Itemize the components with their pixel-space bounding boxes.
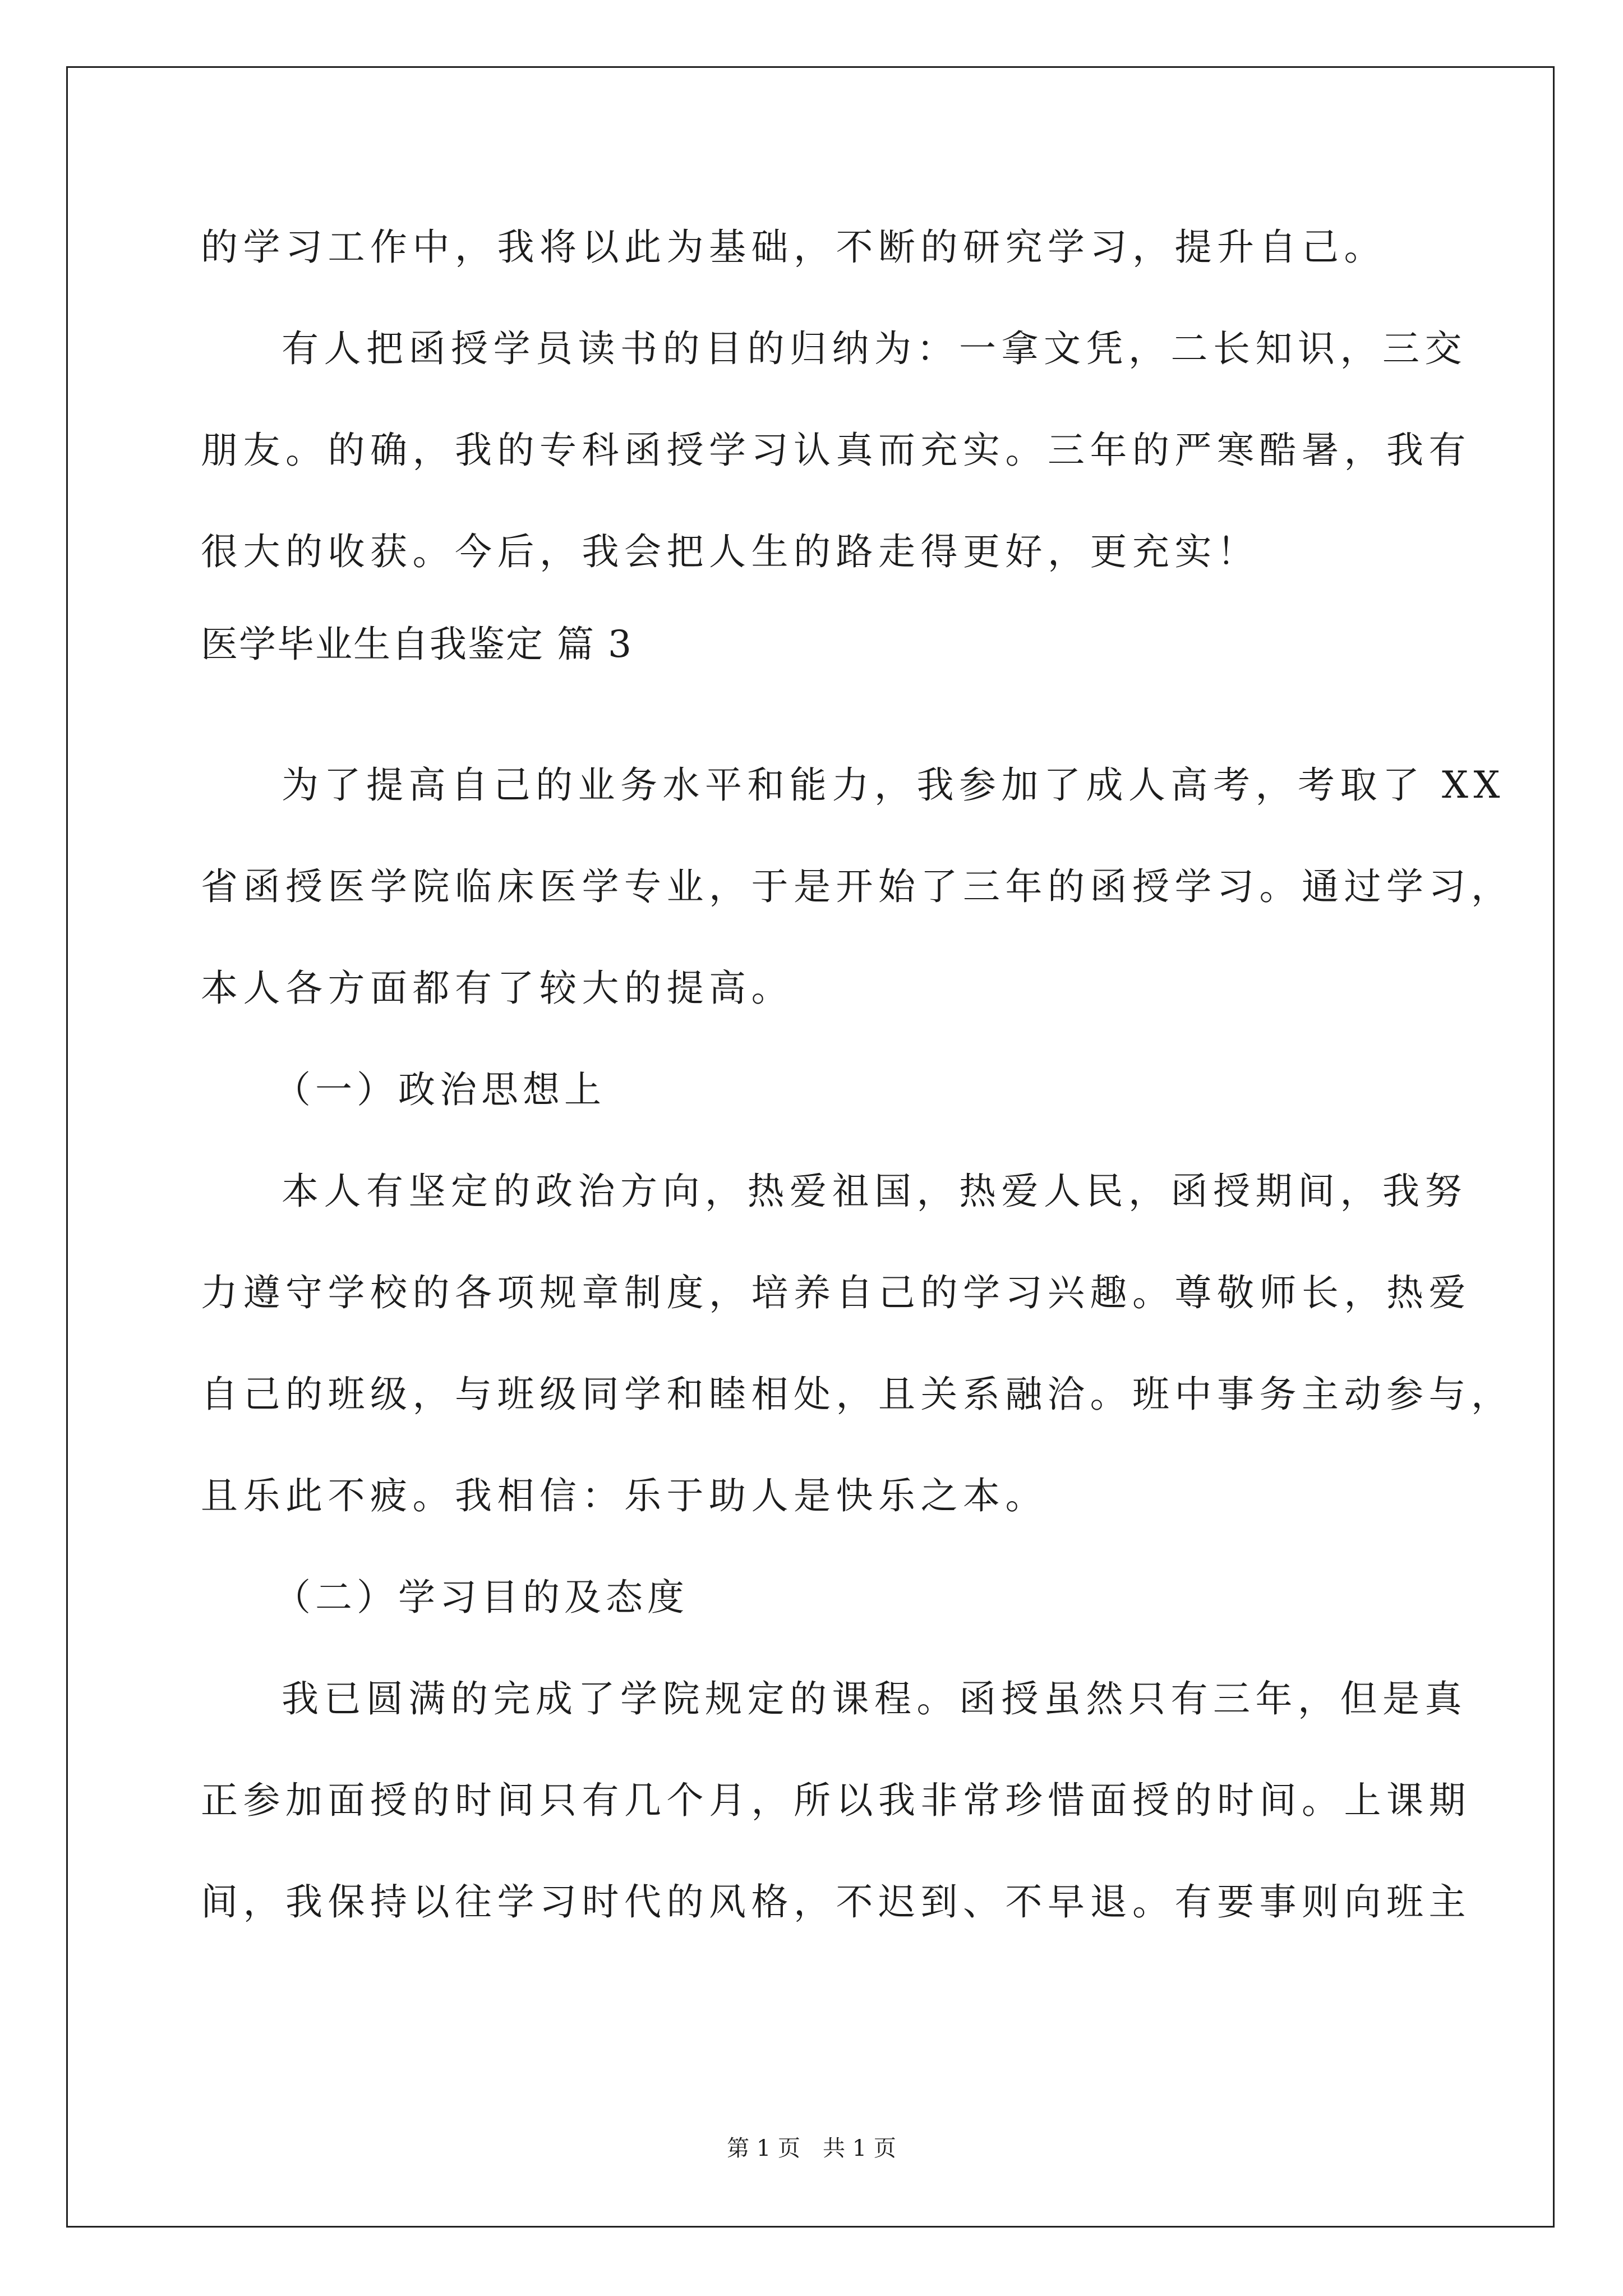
line-text: 间，我保持以往学习时代的风格，不迟到、不早退。有要事则向班主	[201, 1880, 1471, 1924]
line-text: 为了提高自己的业务水平和能力，我参加了成人高考，考取了 XX	[282, 763, 1505, 807]
body-line	[0, 1770, 1623, 1832]
subsection-heading	[0, 1059, 1623, 1121]
line-text: 本人各方面都有了较大的提高。	[201, 967, 794, 1010]
body-line	[0, 521, 1623, 583]
body-line	[0, 318, 1623, 380]
body-line	[0, 1668, 1623, 1730]
line-text: 省函授医学院临床医学专业，于是开始了三年的函授学习。通过学习，	[201, 865, 1514, 908]
line-text: 有人把函授学员读书的目的归纳为：一拿文凭，二长知识，三交	[282, 327, 1467, 370]
body-line	[0, 754, 1623, 816]
line-text: 本人有坚定的政治方向，热爱祖国，热爱人民，函授期间，我努	[282, 1170, 1467, 1213]
line-text: 力遵守学校的各项规章制度，培养自己的学习兴趣。尊敬师长，热爱	[201, 1271, 1471, 1314]
line-text: 我已圆满的完成了学院规定的课程。函授虽然只有三年，但是真	[282, 1677, 1467, 1720]
line-text: 很大的收获。今后，我会把人生的路走得更好，更充实！	[201, 530, 1260, 573]
body-line	[0, 1465, 1623, 1527]
line-text: 自己的班级，与班级同学和睦相处，且关系融洽。班中事务主动参与，	[201, 1373, 1514, 1416]
section-heading-text: 医学毕业生自我鉴定 篇 3	[201, 623, 633, 666]
body-line	[0, 217, 1623, 278]
page-number: 第 1 页 共 1 页	[727, 2136, 896, 2161]
subsection-heading	[0, 1567, 1623, 1628]
subsection-heading-text: （二）学习目的及态度	[274, 1576, 689, 1619]
line-text: 且乐此不疲。我相信：乐于助人是快乐之本。	[201, 1474, 1048, 1517]
section-heading	[0, 614, 1623, 675]
subsection-heading-text: （一）政治思想上	[274, 1068, 606, 1111]
page-footer	[0, 2132, 1623, 2165]
body-line	[0, 1871, 1623, 1933]
line-text: 朋友。的确，我的专科函授学习认真而充实。三年的严寒酷暑，我有	[201, 429, 1471, 472]
line-text: 的学习工作中，我将以此为基础，不断的研究学习，提升自己。	[201, 226, 1386, 269]
body-line	[0, 856, 1623, 918]
body-line	[0, 1262, 1623, 1324]
body-line	[0, 1161, 1623, 1222]
body-line	[0, 420, 1623, 481]
line-text: 正参加面授的时间只有几个月，所以我非常珍惜面授的时间。上课期	[201, 1779, 1471, 1822]
body-line	[0, 1364, 1623, 1425]
body-line	[0, 958, 1623, 1019]
